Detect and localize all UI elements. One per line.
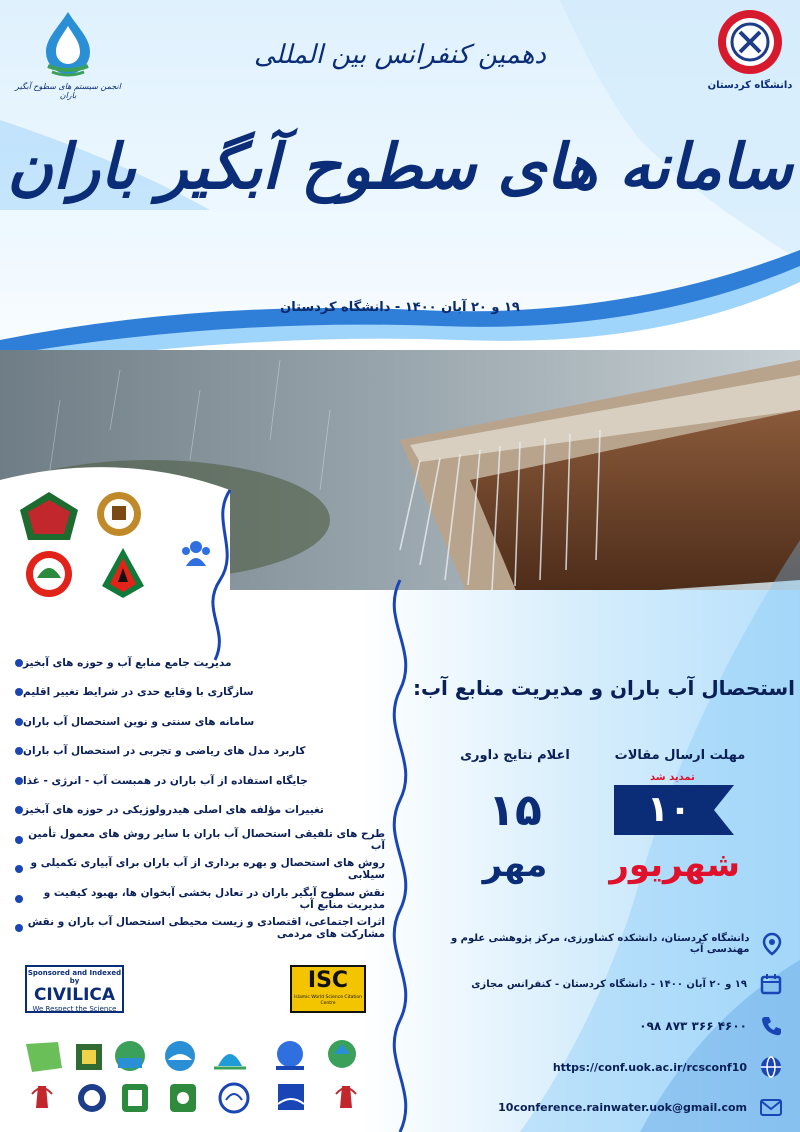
topic-text: جایگاه استفاده از آب باران در همبست آب - انرژی - غذا: [23, 774, 308, 787]
bullet-icon: [15, 836, 23, 844]
topic-text: مدیریت جامع منابع آب و حوزه های آبخیز: [23, 656, 232, 669]
contact-event-text: ۱۹ و ۲۰ آبان ۱۴۰۰ - دانشگاه کردستان - کنفرانس مجازی: [471, 978, 747, 990]
bullet-icon: [15, 718, 23, 726]
association-logo-caption: انجمن سیستم های سطوح آبگیر باران: [15, 82, 121, 100]
topic-text: تغییرات مؤلفه های اصلی هیدرولوژیکی در حوزه های آبخیز: [23, 804, 324, 817]
bullet-icon: [15, 747, 23, 755]
contact-website-link[interactable]: https://conf.uok.ac.ir/rcsconf10: [552, 1060, 747, 1074]
contact-email[interactable]: [420, 1087, 785, 1127]
submission-deadline: [610, 748, 750, 784]
contact-event: [420, 963, 785, 1005]
results-deadline: [440, 748, 590, 763]
phone-icon: [757, 1012, 785, 1040]
results-day: ۱۵: [488, 785, 542, 836]
contact-phone[interactable]: [420, 1005, 785, 1047]
university-logo-caption: دانشگاه کردستان: [707, 80, 793, 91]
topic-text: اثرات اجتماعی، اقتصادی و زیست محیطی استحصال آب باران و نقش مشارکت های مردمی: [27, 916, 385, 941]
topic-item: [5, 648, 385, 678]
bullet-icon: [15, 865, 23, 873]
contact-phone-text[interactable]: ۰۹۸ ۸۷۳ ۳۶۶ ۴۶۰۰: [639, 1019, 747, 1033]
bullet-icon: [15, 806, 23, 814]
results-heading: اعلام نتایج داوری: [460, 748, 570, 763]
section-title: استحصال آب باران و مدیریت منابع آب:: [412, 676, 795, 700]
partner-logo-2: [92, 490, 147, 542]
bullet-icon: [15, 688, 23, 696]
topic-text: سازگاری با وقایع حدی در شرایط تغییر اقلیم: [23, 686, 254, 699]
topic-item: [5, 766, 385, 796]
topic-text: سامانه های سنتی و نوین استحصال آب باران: [23, 715, 255, 728]
globe-icon: [757, 1053, 785, 1081]
isc-badge: [290, 965, 366, 1013]
results-month: مهر: [482, 845, 548, 885]
bullet-icon: [15, 777, 23, 785]
partner-logo-3: [22, 548, 77, 600]
contact-location-text: دانشگاه کردستان، دانشکده کشاورزی، مرکز پژوهشی علوم و مهندسی آب: [450, 933, 750, 955]
topic-text: روش های استحصال و بهره برداری از آب باران برای آبیاری تکمیلی و سیلابی: [30, 857, 385, 882]
submission-heading: مهلت ارسال مقالات: [614, 748, 746, 763]
bullet-icon: [15, 895, 23, 903]
contact-list: [420, 925, 785, 1127]
users-icon: [180, 540, 212, 568]
extended-badge: تمدید شد: [650, 772, 695, 783]
partner-logo-1: [18, 490, 80, 542]
topic-text: طرح های تلفیقی استحصال آب باران با سایر روش های معمول تأمین آب: [28, 827, 385, 852]
topic-item: [5, 707, 385, 737]
sponsor-row-1: [26, 1040, 356, 1072]
bullet-icon: [15, 659, 23, 667]
topic-item: [5, 855, 385, 885]
conference-date: ۱۹ و ۲۰ آبان ۱۴۰۰ - دانشگاه کردستان: [280, 300, 520, 315]
topic-item: [5, 737, 385, 767]
sponsor-logo-grid: [18, 1038, 368, 1128]
isc-name: ISC: [307, 968, 349, 993]
civilica-top-text: Sponsored and Indexed by: [27, 969, 122, 985]
topic-item: [5, 884, 385, 914]
topic-item: [5, 825, 385, 855]
calendar-icon: [757, 970, 785, 998]
contact-website[interactable]: [420, 1047, 785, 1087]
conference-title: سامانه های سطوح آبگیر باران: [7, 130, 793, 203]
submission-month: شهریور: [609, 845, 740, 885]
topics-list: [5, 648, 385, 943]
topic-item: [5, 914, 385, 944]
topic-text: نقش سطوح آبگیر باران در تعادل بخشی آبخوان ها، بهبود کیفیت و مدیریت منابع آب: [43, 886, 385, 911]
civilica-badge: [25, 965, 124, 1013]
contact-email-link[interactable]: 10conference.rainwater.uok@gmail.com: [498, 1100, 747, 1114]
topic-item: [5, 796, 385, 826]
isc-tag: Islamic World Science Citation Centre: [294, 995, 362, 1006]
topic-item: [5, 678, 385, 708]
partner-logos: [18, 490, 183, 605]
conference-subtitle: دهمین کنفرانس بین المللی: [253, 40, 547, 70]
civilica-tag: We Respect the Science: [32, 1005, 117, 1013]
topic-text: کاربرد مدل های ریاضی و تجربی در استحصال آب باران: [23, 745, 306, 758]
bullet-icon: [15, 924, 23, 932]
submission-day: ۱۰: [647, 789, 691, 830]
location-pin-icon: [759, 930, 785, 958]
email-icon: [757, 1093, 785, 1121]
partner-logo-4: [98, 546, 148, 602]
civilica-name: CIVILICA: [33, 985, 116, 1005]
sponsor-row-2: [32, 1084, 356, 1112]
contact-location: [420, 925, 785, 963]
